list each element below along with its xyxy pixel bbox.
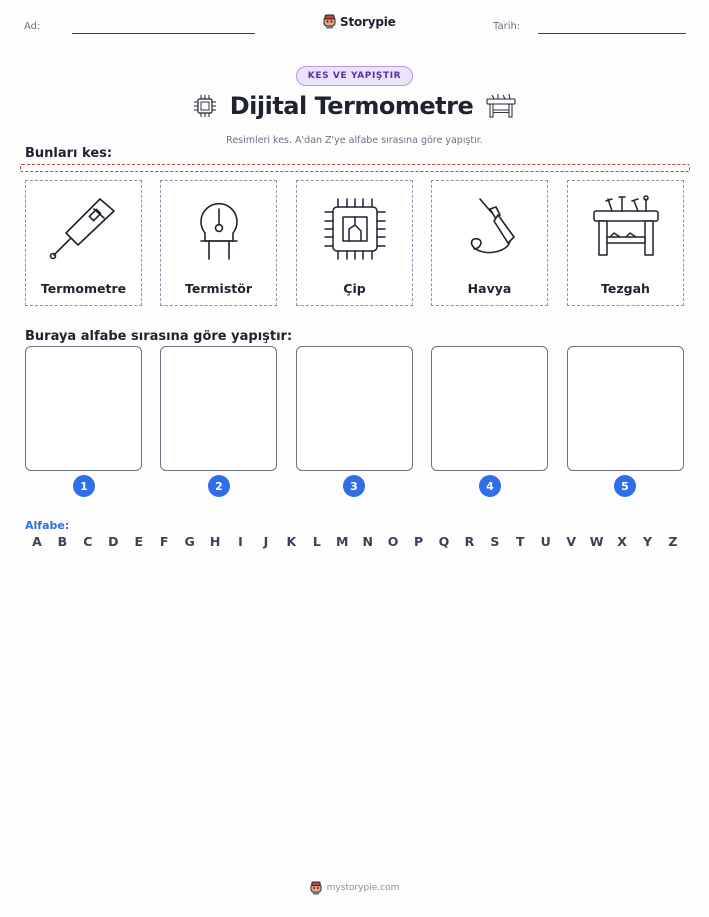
paste-heading: Buraya alfabe sırasına göre yapıştır: <box>25 329 293 344</box>
paste-slot-3[interactable] <box>296 346 413 471</box>
alphabet-letter: P <box>413 534 424 549</box>
name-line[interactable] <box>72 33 255 34</box>
alphabet-row <box>30 534 680 549</box>
alphabet-letter: A <box>32 534 42 549</box>
workbench-icon <box>586 189 666 269</box>
slot-number: 3 <box>343 475 365 497</box>
alphabet-letter: I <box>238 534 243 549</box>
paste-slot-4[interactable] <box>431 346 548 471</box>
alphabet-label: Alfabe: <box>25 519 70 532</box>
slot-number: 2 <box>208 475 230 497</box>
slot-number: 4 <box>479 475 501 497</box>
alphabet-letter: M <box>336 534 349 549</box>
cut-card-termistor[interactable] <box>160 180 277 306</box>
storypie-mascot-icon <box>323 14 336 29</box>
alphabet-letter: O <box>387 534 399 549</box>
card-label: Termistör <box>185 281 252 296</box>
paste-slot-5[interactable] <box>567 346 684 471</box>
chip-icon <box>192 93 218 119</box>
storypie-mascot-icon <box>310 881 322 895</box>
date-line[interactable] <box>538 33 686 34</box>
page-title: Dijital Termometre <box>229 92 474 120</box>
alphabet-letter: K <box>286 534 297 549</box>
alphabet-letter: D <box>108 534 119 549</box>
alphabet-letter: H <box>209 534 221 549</box>
card-label: Termometre <box>40 281 127 296</box>
thermometer-icon <box>44 189 124 269</box>
brand-name: Storypie <box>340 14 396 29</box>
paste-slot-2[interactable] <box>160 346 277 471</box>
alphabet-letter: X <box>617 534 627 549</box>
name-label: Ad: <box>24 21 41 32</box>
soldering-iron-icon <box>450 189 530 269</box>
cut-heading: Bunları kes: <box>25 146 113 161</box>
workbench-icon <box>485 93 517 119</box>
slot-number: 1 <box>73 475 95 497</box>
cut-card-cip[interactable] <box>296 180 413 306</box>
alphabet-letter: F <box>159 534 169 549</box>
cut-card-tezgah[interactable] <box>567 180 684 306</box>
alphabet-letter: Z <box>668 534 678 549</box>
cut-card-havya[interactable] <box>431 180 548 306</box>
slot-number: 5 <box>614 475 636 497</box>
cut-card-termometre[interactable] <box>25 180 142 306</box>
footer <box>0 881 709 895</box>
paste-slot-1[interactable] <box>25 346 142 471</box>
alphabet-letter: J <box>263 534 269 549</box>
brand-logo <box>323 14 396 29</box>
cut-line <box>20 164 690 172</box>
alphabet-letter: W <box>589 534 604 549</box>
card-label: Tezgah <box>601 281 650 296</box>
card-label: Havya <box>467 281 512 296</box>
alphabet-letter: B <box>57 534 68 549</box>
alphabet-letter: G <box>184 534 195 549</box>
alphabet-letter: N <box>362 534 373 549</box>
alphabet-letter: V <box>566 534 577 549</box>
thermistor-icon <box>179 189 259 269</box>
alphabet-letter: U <box>540 534 551 549</box>
alphabet-letter: L <box>312 534 321 549</box>
card-label: Çip <box>343 281 366 296</box>
chip-icon <box>315 189 395 269</box>
alphabet-letter: T <box>516 534 525 549</box>
footer-url[interactable]: mystorypie.com <box>326 883 400 893</box>
date-label: Tarih: <box>493 21 521 32</box>
alphabet-letter: S <box>490 534 500 549</box>
alphabet-letter: C <box>83 534 93 549</box>
alphabet-letter: Y <box>642 534 653 549</box>
activity-badge: KES VE YAPIŞTIR <box>296 66 413 86</box>
alphabet-letter: Q <box>438 534 450 549</box>
instructions: Resimleri kes. A'dan Z'ye alfabe sırasına göre yapıştır. <box>226 135 483 146</box>
alphabet-letter: R <box>464 534 475 549</box>
alphabet-letter: E <box>134 534 144 549</box>
